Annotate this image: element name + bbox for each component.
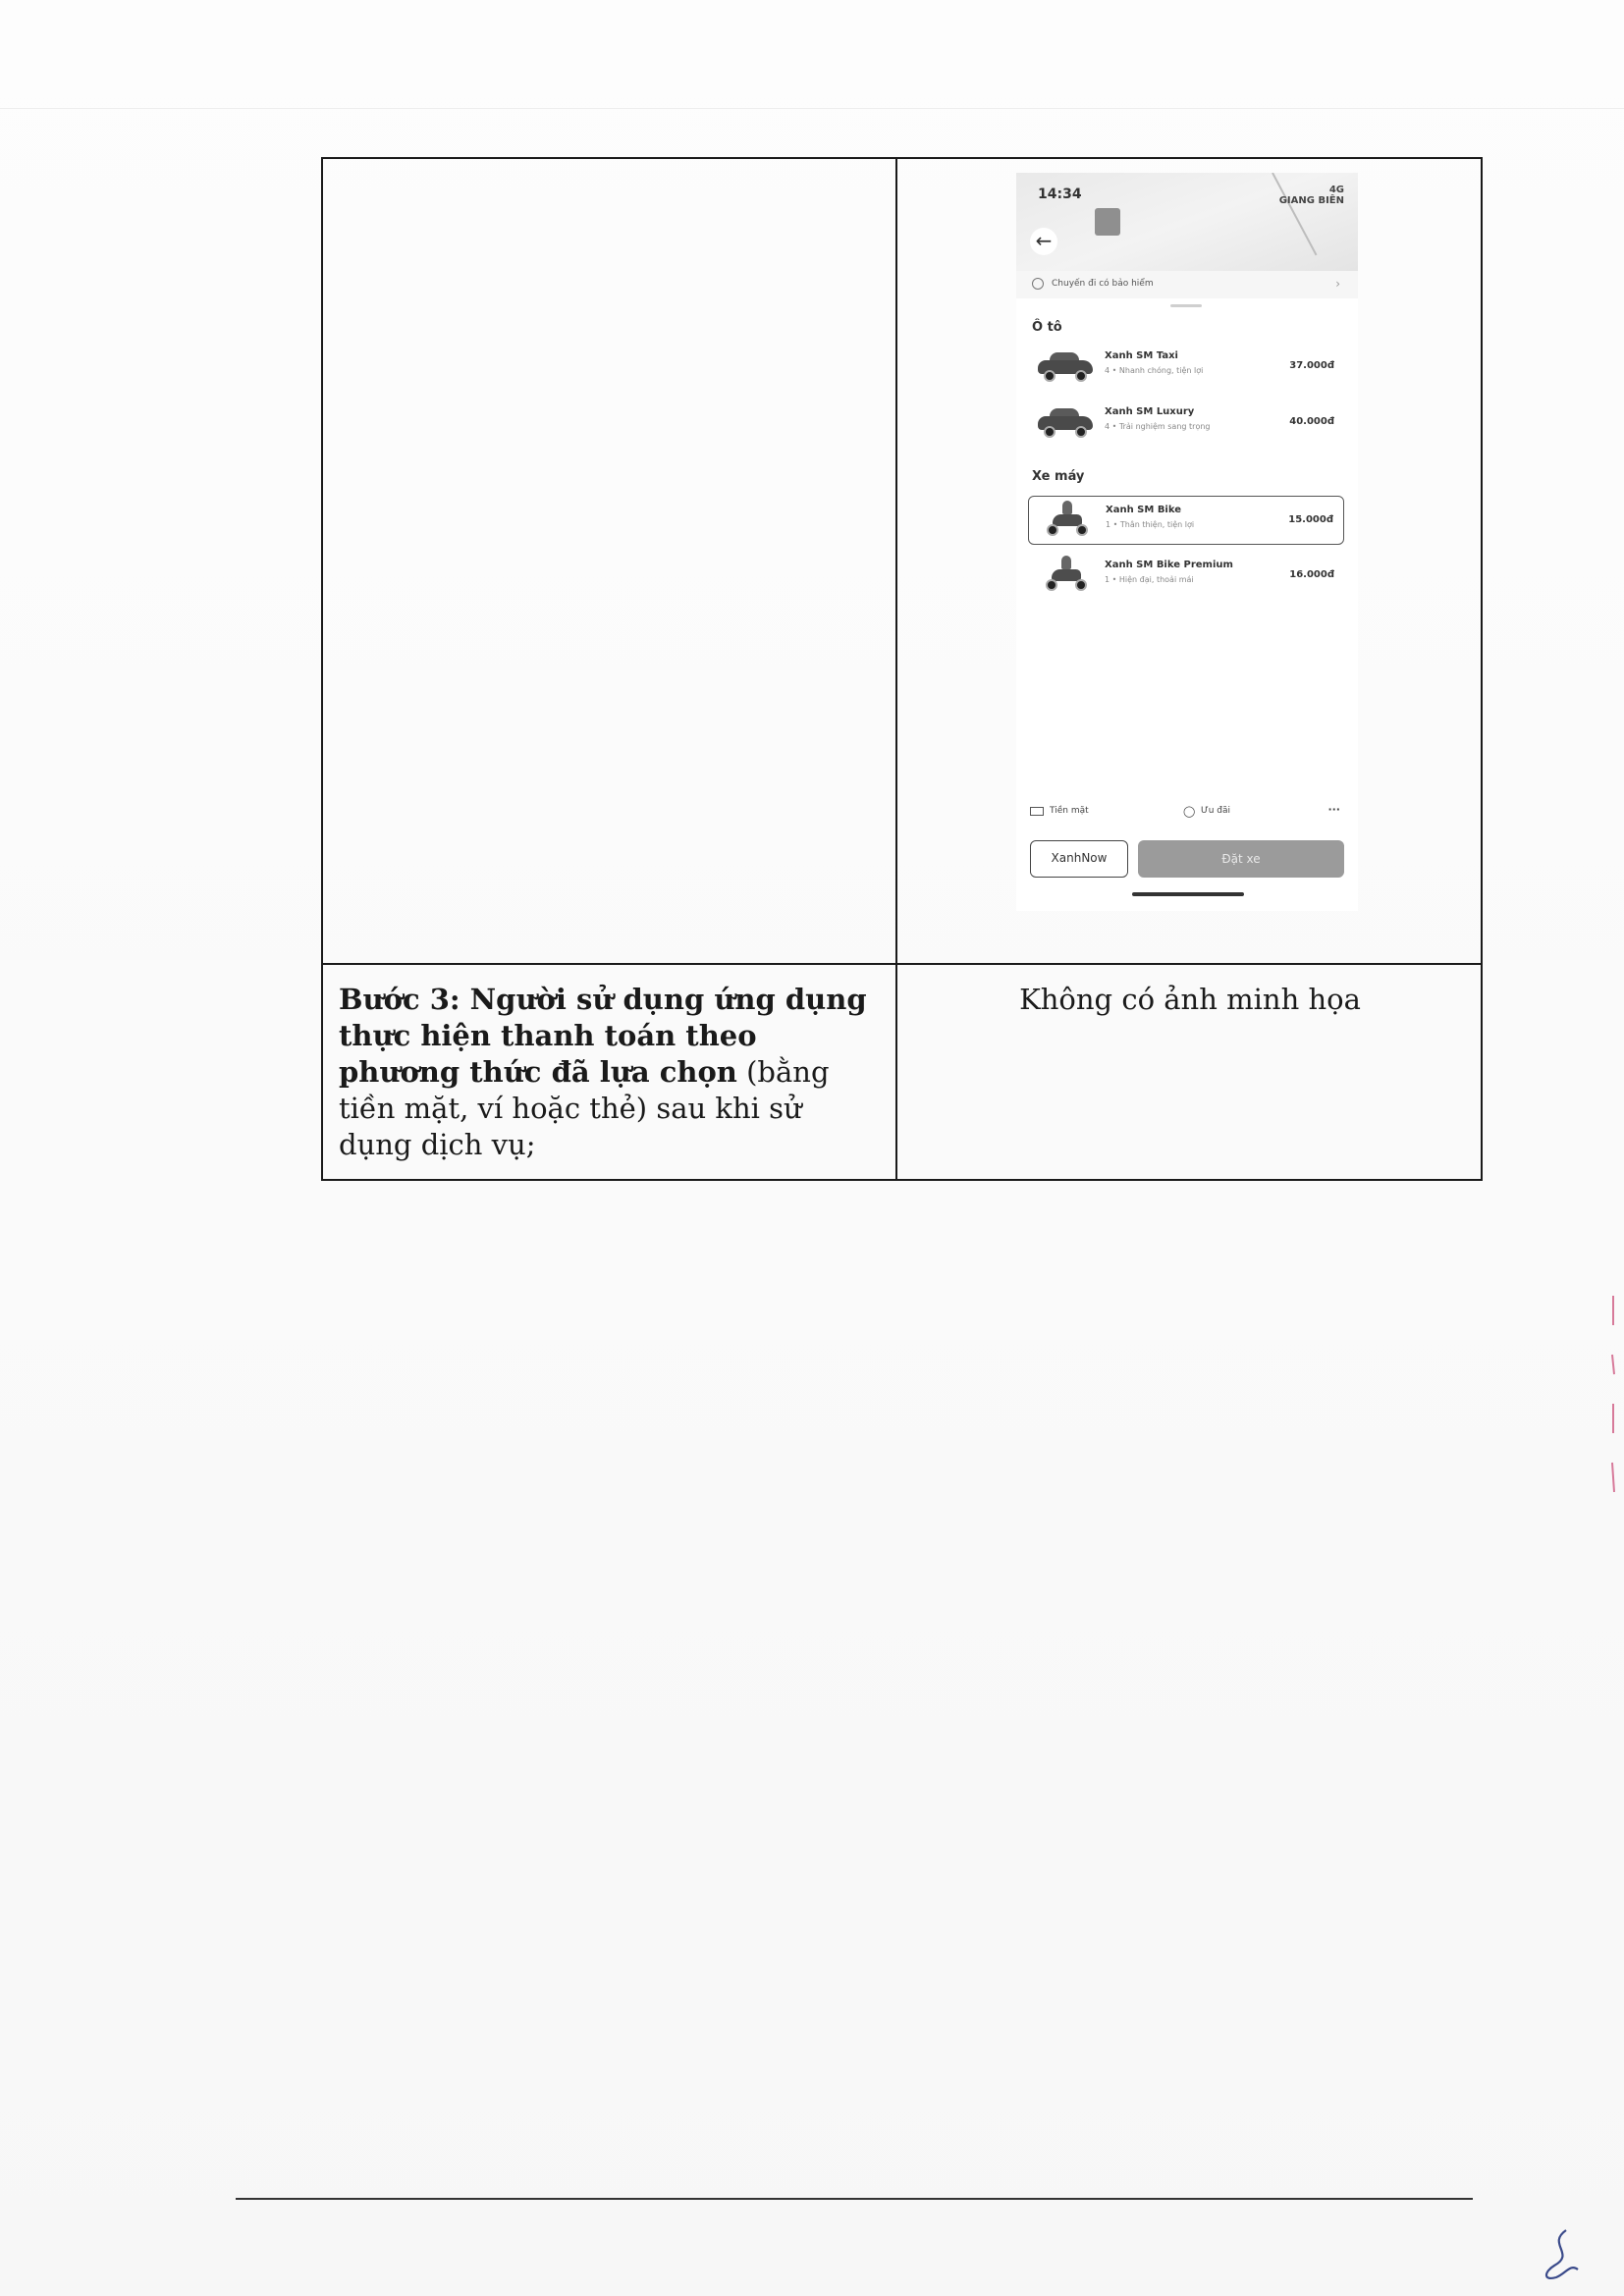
step-detail: (bằng tiền mặt, ví hoặc thẻ) sau khi sử dụng dịch vụ; — [339, 1055, 830, 1161]
edge-stamp-mark — [1610, 1296, 1616, 1492]
status-time: 14:34 — [1038, 187, 1082, 202]
payment-method[interactable]: Tiền mặt — [1050, 806, 1089, 816]
ride-option[interactable] — [1028, 552, 1344, 601]
app-screenshot — [1016, 173, 1358, 911]
tag-icon: ◯ — [1183, 805, 1196, 818]
home-indicator — [1132, 892, 1244, 896]
ride-name: Xanh SM Bike Premium — [1105, 560, 1233, 570]
ride-price: 40.000đ — [1289, 416, 1334, 427]
step-title: Bước 3: Người sử dụng ứng dụng thực hiện thanh toán theo phương thức đã lựa chọn — [339, 983, 867, 1089]
insurance-label: Chuyến đi có bảo hiểm — [1052, 279, 1154, 289]
procedure-table — [321, 157, 1483, 1181]
insurance-banner[interactable] — [1016, 271, 1358, 298]
ride-description: 4 • Trải nghiệm sang trọng — [1105, 422, 1211, 431]
row-divider — [323, 963, 1481, 965]
ride-name: Xanh SM Taxi — [1105, 350, 1178, 361]
shield-icon — [1032, 278, 1044, 290]
ride-price: 16.000đ — [1289, 569, 1334, 580]
promo-button[interactable]: Ưu đãi — [1201, 806, 1231, 816]
car-icon — [1038, 352, 1095, 382]
motorbike-icon — [1039, 507, 1096, 536]
back-arrow-icon[interactable]: ← — [1030, 228, 1057, 255]
no-illustration-note: Không có ảnh minh họa — [1019, 983, 1361, 1016]
chevron-right-icon: › — [1335, 277, 1340, 291]
ride-price: 37.000đ — [1289, 360, 1334, 371]
footer-rule — [236, 2198, 1473, 2200]
more-icon[interactable]: ··· — [1327, 803, 1340, 816]
section-title: Xe máy — [1032, 469, 1085, 484]
network-label: 4G — [1328, 185, 1344, 195]
ride-option[interactable] — [1028, 496, 1344, 545]
car-icon — [1038, 408, 1095, 438]
ride-option[interactable] — [1028, 399, 1344, 448]
status-network — [1279, 185, 1344, 206]
ride-price: 15.000đ — [1288, 514, 1333, 525]
ride-description: 4 • Nhanh chóng, tiện lợi — [1105, 366, 1204, 375]
payment-row — [1016, 803, 1358, 823]
book-ride-button[interactable]: Đặt xe — [1138, 840, 1344, 878]
column-divider — [895, 159, 897, 1179]
cash-icon — [1030, 807, 1044, 816]
header-rule — [0, 108, 1624, 109]
ride-description: 1 • Thân thiện, tiện lợi — [1106, 520, 1195, 529]
ride-name: Xanh SM Bike — [1106, 505, 1182, 515]
section-title: Ô tô — [1032, 320, 1062, 335]
ride-description: 1 • Hiện đại, thoải mái — [1105, 575, 1194, 584]
ride-name: Xanh SM Luxury — [1105, 406, 1195, 417]
map-pin-icon — [1095, 208, 1120, 236]
ride-option[interactable] — [1028, 343, 1344, 392]
xanhnow-button[interactable]: XanhNow — [1030, 840, 1128, 878]
handwritten-initial — [1537, 2226, 1584, 2285]
sheet-grab-handle[interactable] — [1170, 304, 1202, 307]
map-place-label: GIANG BIÊN — [1278, 195, 1344, 206]
motorbike-icon — [1038, 561, 1095, 591]
step-description — [339, 982, 879, 1163]
